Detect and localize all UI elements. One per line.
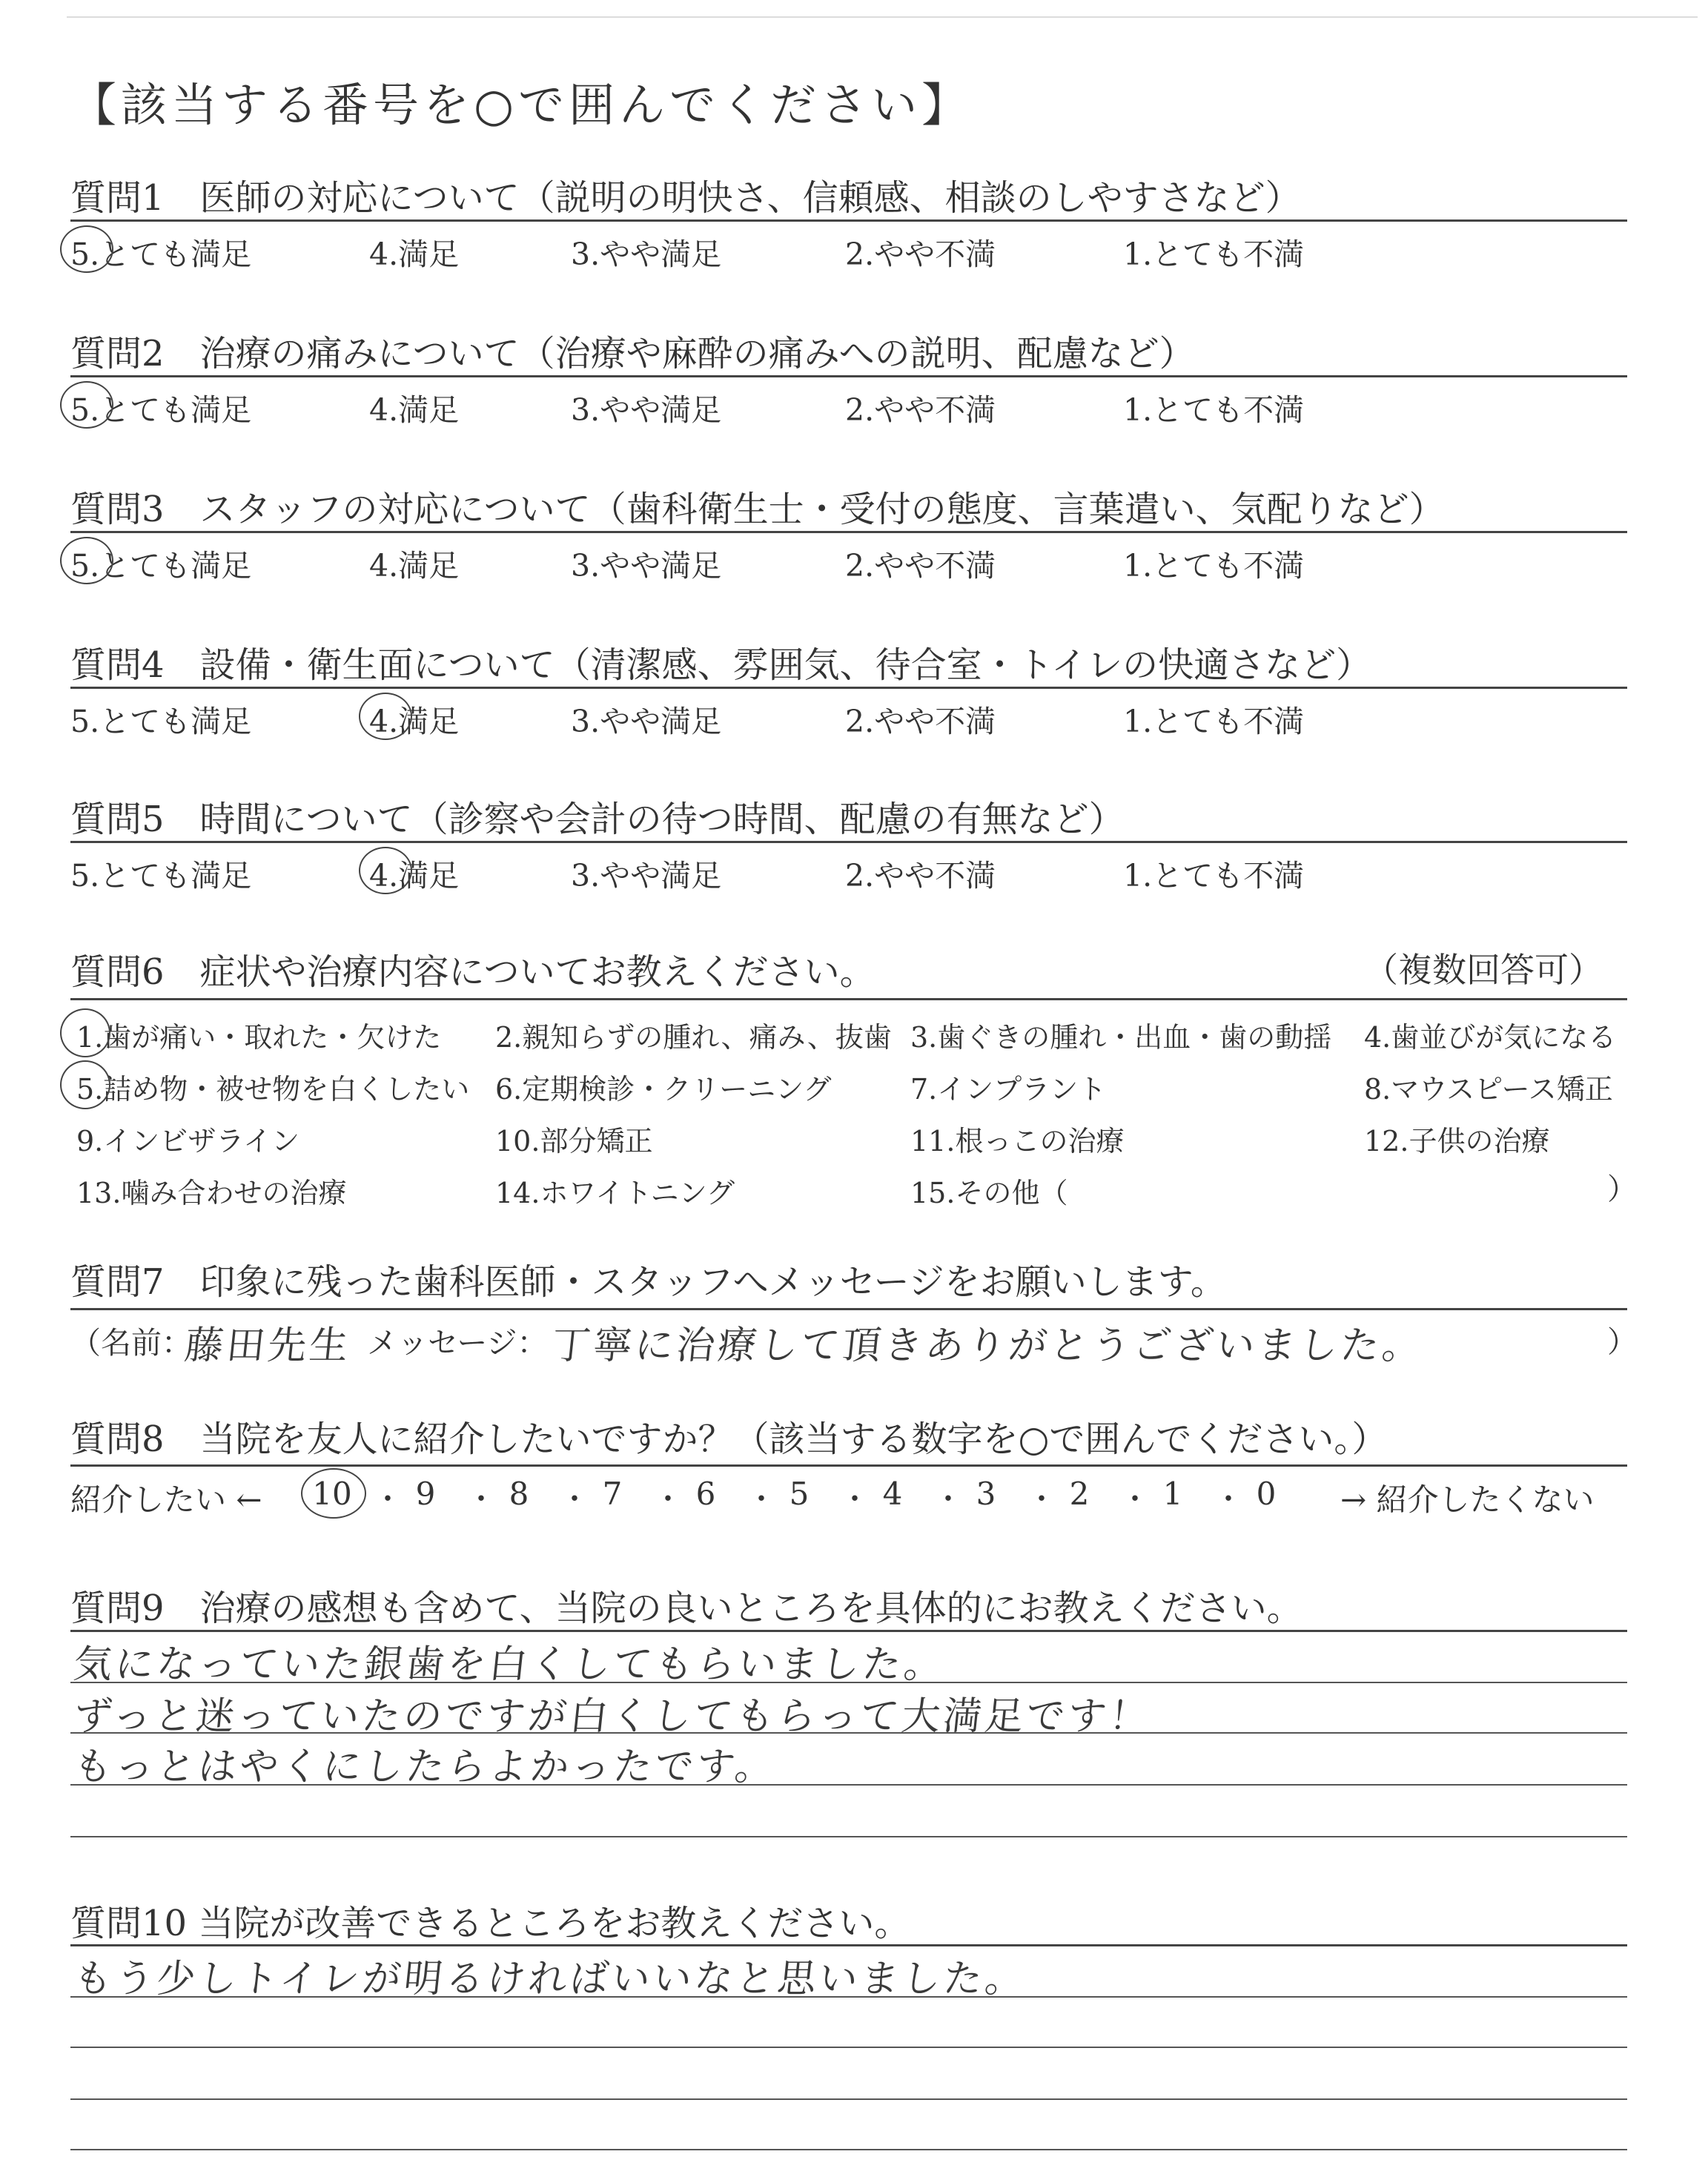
q1-option-2[interactable] [845, 230, 996, 274]
q6-option-6[interactable] [495, 1066, 832, 1107]
q6-multi-note: （複数回答可） [1364, 950, 1603, 990]
q8-number-8[interactable]: 8 [509, 1476, 529, 1512]
q8-number-7[interactable]: 7 [602, 1476, 623, 1512]
q1-option-label: やや満足 [600, 237, 722, 272]
q3-option-number: 3. [571, 548, 600, 584]
q6-option-label: 詰め物・被せ物を白くしたい [103, 1073, 470, 1106]
q4-option-label: とても満足 [99, 704, 252, 739]
q6-option-5[interactable] [76, 1066, 469, 1107]
q10-rule [70, 2098, 1627, 2100]
q5-option-number: 5. [70, 858, 100, 894]
q6-option-label: 歯並びが気になる [1391, 1021, 1617, 1054]
q3-option-label: とても満足 [99, 548, 252, 584]
q7-message-handwritten: 丁寧に治療して頂きありがとうございました。 [549, 1324, 1426, 1368]
q4-option-1[interactable] [1123, 697, 1304, 741]
q5-selected-circle [359, 847, 412, 894]
q8-selected-circle [301, 1468, 366, 1519]
q8-separator-dot: ・ [1027, 1482, 1056, 1516]
q4-option-label: やや不満 [874, 704, 996, 739]
q2-rule [70, 375, 1627, 377]
q6-option-number: 9. [76, 1125, 104, 1157]
q6-option-label: インビザライン [103, 1125, 300, 1157]
top-border [67, 16, 1698, 18]
q4-option-number: 2. [845, 704, 875, 739]
q6-option-7[interactable] [910, 1066, 1106, 1107]
q3-option-2[interactable] [845, 541, 996, 585]
q1-option-4[interactable] [369, 230, 459, 274]
q1-option-number: 4. [369, 237, 399, 272]
q2-option-label: とても不満 [1152, 392, 1305, 428]
q5-option-number: 3. [571, 858, 600, 894]
q8-separator-dot: ・ [747, 1482, 776, 1516]
q6-option-number: 15. [910, 1177, 956, 1209]
q4-rule [70, 687, 1627, 689]
q6-option-number: 3. [910, 1021, 938, 1054]
q8-separator-dot: ・ [840, 1482, 870, 1516]
q6-option-number: 7. [910, 1073, 938, 1106]
q6-option-number: 2. [495, 1021, 523, 1054]
q6-option-number: 1. [76, 1021, 104, 1054]
q2-option-1[interactable] [1123, 386, 1304, 429]
q3-option-number: 4. [369, 548, 399, 584]
q7-close: ） [1607, 1325, 1637, 1359]
q4-option-number: 4. [369, 704, 399, 739]
q8-left-label: 紹介したい ← [70, 1482, 262, 1518]
q6-option-8[interactable] [1364, 1066, 1613, 1107]
q6-option-11[interactable] [910, 1118, 1124, 1159]
q1-option-label: とても満足 [99, 237, 252, 272]
q6-option-number: 10. [495, 1125, 540, 1157]
q8-separator-dot: ・ [466, 1482, 496, 1516]
q1-option-number: 5. [70, 237, 100, 272]
q6-option-13[interactable] [76, 1170, 346, 1211]
q5-rule [70, 841, 1627, 843]
q3-option-number: 1. [1123, 548, 1153, 584]
q1-selected-circle [60, 225, 113, 273]
q2-option-number: 3. [571, 392, 600, 428]
q10-rule [70, 1944, 1627, 1946]
q2-option-number: 4. [369, 392, 399, 428]
q6-option-3[interactable] [910, 1014, 1331, 1055]
q8-number-5[interactable]: 5 [789, 1476, 810, 1512]
q3-option-1[interactable] [1123, 541, 1304, 585]
q6-option-label: 噛み合わせの治療 [121, 1177, 347, 1209]
q6-option-number: 8. [1364, 1073, 1391, 1106]
q6-option-number: 13. [76, 1177, 122, 1209]
q7-title: 質問7 印象に残った歯科医師・スタッフへメッセージをお願いします。 [70, 1261, 1226, 1303]
q10-rule [70, 2047, 1627, 2048]
q6-other-close: ） [1607, 1172, 1637, 1206]
q8-number-2[interactable]: 2 [1069, 1476, 1090, 1512]
q1-option-3[interactable] [571, 230, 721, 274]
q4-option-2[interactable] [845, 697, 996, 741]
q6-option-2[interactable] [495, 1014, 892, 1055]
q6-option-label: 部分矯正 [540, 1125, 653, 1157]
q8-number-0[interactable]: 0 [1256, 1476, 1277, 1512]
q8-number-3[interactable]: 3 [976, 1476, 996, 1512]
q5-option-label: やや不満 [874, 858, 996, 894]
q8-separator-dot: ・ [560, 1482, 589, 1516]
q2-selected-circle [60, 381, 113, 429]
q6-option-number: 14. [495, 1177, 540, 1209]
q6-option-number: 12. [1364, 1125, 1409, 1157]
q6-option-label: 定期検診・クリーニング [522, 1073, 832, 1106]
q10-rule [70, 2149, 1627, 2150]
q4-option-3[interactable] [571, 697, 721, 741]
q6-option-label: 歯が痛い・取れた・欠けた [103, 1021, 442, 1054]
q1-option-1[interactable] [1123, 230, 1304, 274]
q7-name-label: （名前： [70, 1325, 192, 1361]
q3-selected-circle [60, 537, 113, 584]
q6-option-4[interactable] [1364, 1014, 1616, 1055]
q4-option-number: 5. [70, 704, 100, 739]
q2-title: 質問2 治療の痛みについて（治療や麻酔の痛みへの説明、配慮など） [70, 333, 1195, 374]
q1-option-number: 1. [1123, 237, 1153, 272]
q6-option-number: 4. [1364, 1021, 1391, 1054]
q6-option-label: インプラント [937, 1073, 1107, 1106]
q9-handwritten-line: もっとはやくにしたらよかったです。 [71, 1745, 779, 1789]
q1-option-number: 3. [571, 237, 600, 272]
q3-option-label: やや満足 [600, 548, 722, 584]
q3-option-label: とても不満 [1152, 548, 1305, 584]
q2-option-label: 満足 [398, 392, 460, 428]
q2-option-number: 2. [845, 392, 875, 428]
q4-option-number: 1. [1123, 704, 1153, 739]
q2-option-number: 5. [70, 392, 100, 428]
q6-option-number: 5. [76, 1073, 104, 1106]
q8-separator-dot: ・ [1214, 1482, 1243, 1516]
q1-option-label: やや不満 [874, 237, 996, 272]
q9-handwritten-line: 気になっていた銀歯を白くしてもらいました。 [71, 1642, 948, 1687]
q2-option-label: とても満足 [99, 392, 252, 428]
q8-title: 質問8 当院を友人に紹介したいですか？（該当する数字を○で囲んでください。） [70, 1418, 1388, 1460]
q6-option-label: ホワイトニング [540, 1177, 735, 1209]
q7-rule [70, 1308, 1627, 1310]
q5-option-5[interactable] [70, 851, 251, 895]
q6-option-label: その他（ [955, 1177, 1068, 1209]
q1-rule [70, 219, 1627, 222]
q6-option-label: 歯ぐきの腫れ・出血・歯の動揺 [937, 1021, 1332, 1054]
q9-handwritten-line: ずっと迷っていたのですが白くしてもらって大満足です！ [71, 1694, 1153, 1739]
q3-rule [70, 531, 1627, 533]
q5-option-number: 1. [1123, 858, 1153, 894]
q4-option-label: やや満足 [600, 704, 722, 739]
q8-right-label: → 紹介したくない [1340, 1482, 1595, 1518]
q8-number-10[interactable]: 10 [312, 1476, 352, 1512]
q6-option-label: 親知らずの腫れ、痛み、抜歯 [522, 1021, 892, 1054]
q3-option-4[interactable] [369, 541, 459, 585]
q8-separator-dot: ・ [653, 1482, 683, 1516]
page-title: 【該当する番号を○で囲んでください】 [70, 78, 973, 132]
q8-number-4[interactable]: 4 [882, 1476, 903, 1512]
q2-option-label: やや満足 [600, 392, 722, 428]
q5-option-number: 2. [845, 858, 875, 894]
q3-title: 質問3 スタッフの対応について（歯科衛生士・受付の態度、言葉遣い、気配りなど） [70, 489, 1445, 530]
q3-option-label: 満足 [398, 548, 460, 584]
q9-title: 質問9 治療の感想も含めて、当院の良いところを具体的にお教えください。 [70, 1588, 1302, 1629]
q2-option-4[interactable] [369, 386, 459, 429]
q6-option-number: 11. [910, 1125, 956, 1157]
q6-option-15[interactable] [910, 1170, 1068, 1211]
q6-option-label: 子供の治療 [1409, 1125, 1550, 1157]
q3-option-label: やや不満 [874, 548, 996, 584]
q3-option-number: 2. [845, 548, 875, 584]
q4-option-label: とても不満 [1152, 704, 1305, 739]
q8-separator-dot: ・ [373, 1482, 403, 1516]
q6-option-label: マウスピース矯正 [1391, 1073, 1613, 1106]
q5-option-label: やや満足 [600, 858, 722, 894]
q6-selected-circle [60, 1060, 110, 1109]
q6-option-10[interactable] [495, 1118, 652, 1159]
q6-option-1[interactable] [76, 1014, 441, 1055]
q1-option-label: 満足 [398, 237, 460, 272]
q6-option-label: 根っこの治療 [955, 1125, 1125, 1157]
q2-option-label: やや不満 [874, 392, 996, 428]
q4-selected-circle [359, 693, 412, 740]
q5-option-1[interactable] [1123, 851, 1304, 895]
q9-rule [70, 1836, 1627, 1837]
q5-option-number: 4. [369, 858, 399, 894]
q4-option-label: 満足 [398, 704, 460, 739]
q6-rule [70, 998, 1627, 1000]
q5-option-label: とても満足 [99, 858, 252, 894]
q8-separator-dot: ・ [1120, 1482, 1150, 1516]
q8-number-6[interactable]: 6 [695, 1476, 716, 1512]
q2-option-2[interactable] [845, 386, 996, 429]
q6-option-number: 6. [495, 1073, 523, 1106]
q7-name-handwritten: 藤田先生 [182, 1324, 354, 1368]
q2-option-3[interactable] [571, 386, 721, 429]
q7-message-label: メッセージ： [367, 1325, 548, 1361]
q6-option-12[interactable] [1364, 1118, 1549, 1159]
q8-number-1[interactable]: 1 [1162, 1476, 1183, 1512]
q5-option-label: 満足 [398, 858, 460, 894]
q4-title: 質問4 設備・衛生面について（清潔感、雰囲気、待合室・トイレの快適さなど） [70, 644, 1372, 686]
q3-option-3[interactable] [571, 541, 721, 585]
q5-option-label: とても不満 [1152, 858, 1305, 894]
q6-option-9[interactable] [76, 1118, 299, 1159]
q5-title: 質問5 時間について（診察や会計の待つ時間、配慮の有無など） [70, 799, 1125, 840]
q6-selected-circle [60, 1008, 110, 1057]
q5-option-3[interactable] [571, 851, 721, 895]
q4-option-5[interactable] [70, 697, 251, 741]
q6-title: 質問6 症状や治療内容についてお教えください。 [70, 951, 875, 993]
q6-option-14[interactable] [495, 1170, 735, 1211]
q9-rule [70, 1630, 1627, 1632]
q10-handwritten-line: もう少しトイレが明るければいいなと思いました。 [71, 1957, 1029, 2001]
q1-option-number: 2. [845, 237, 875, 272]
q3-option-number: 5. [70, 548, 100, 584]
q1-option-label: とても不満 [1152, 237, 1305, 272]
q5-option-2[interactable] [845, 851, 996, 895]
q10-title: 質問10 当院が改善できるところをお教えください。 [70, 1903, 910, 1944]
q4-option-number: 3. [571, 704, 600, 739]
q1-title: 質問1 医師の対応について（説明の明快さ、信頼感、相談のしやすさなど） [70, 177, 1301, 219]
q8-separator-dot: ・ [933, 1482, 963, 1516]
q8-number-9[interactable]: 9 [415, 1476, 436, 1512]
q8-rule [70, 1464, 1627, 1467]
q2-option-number: 1. [1123, 392, 1153, 428]
